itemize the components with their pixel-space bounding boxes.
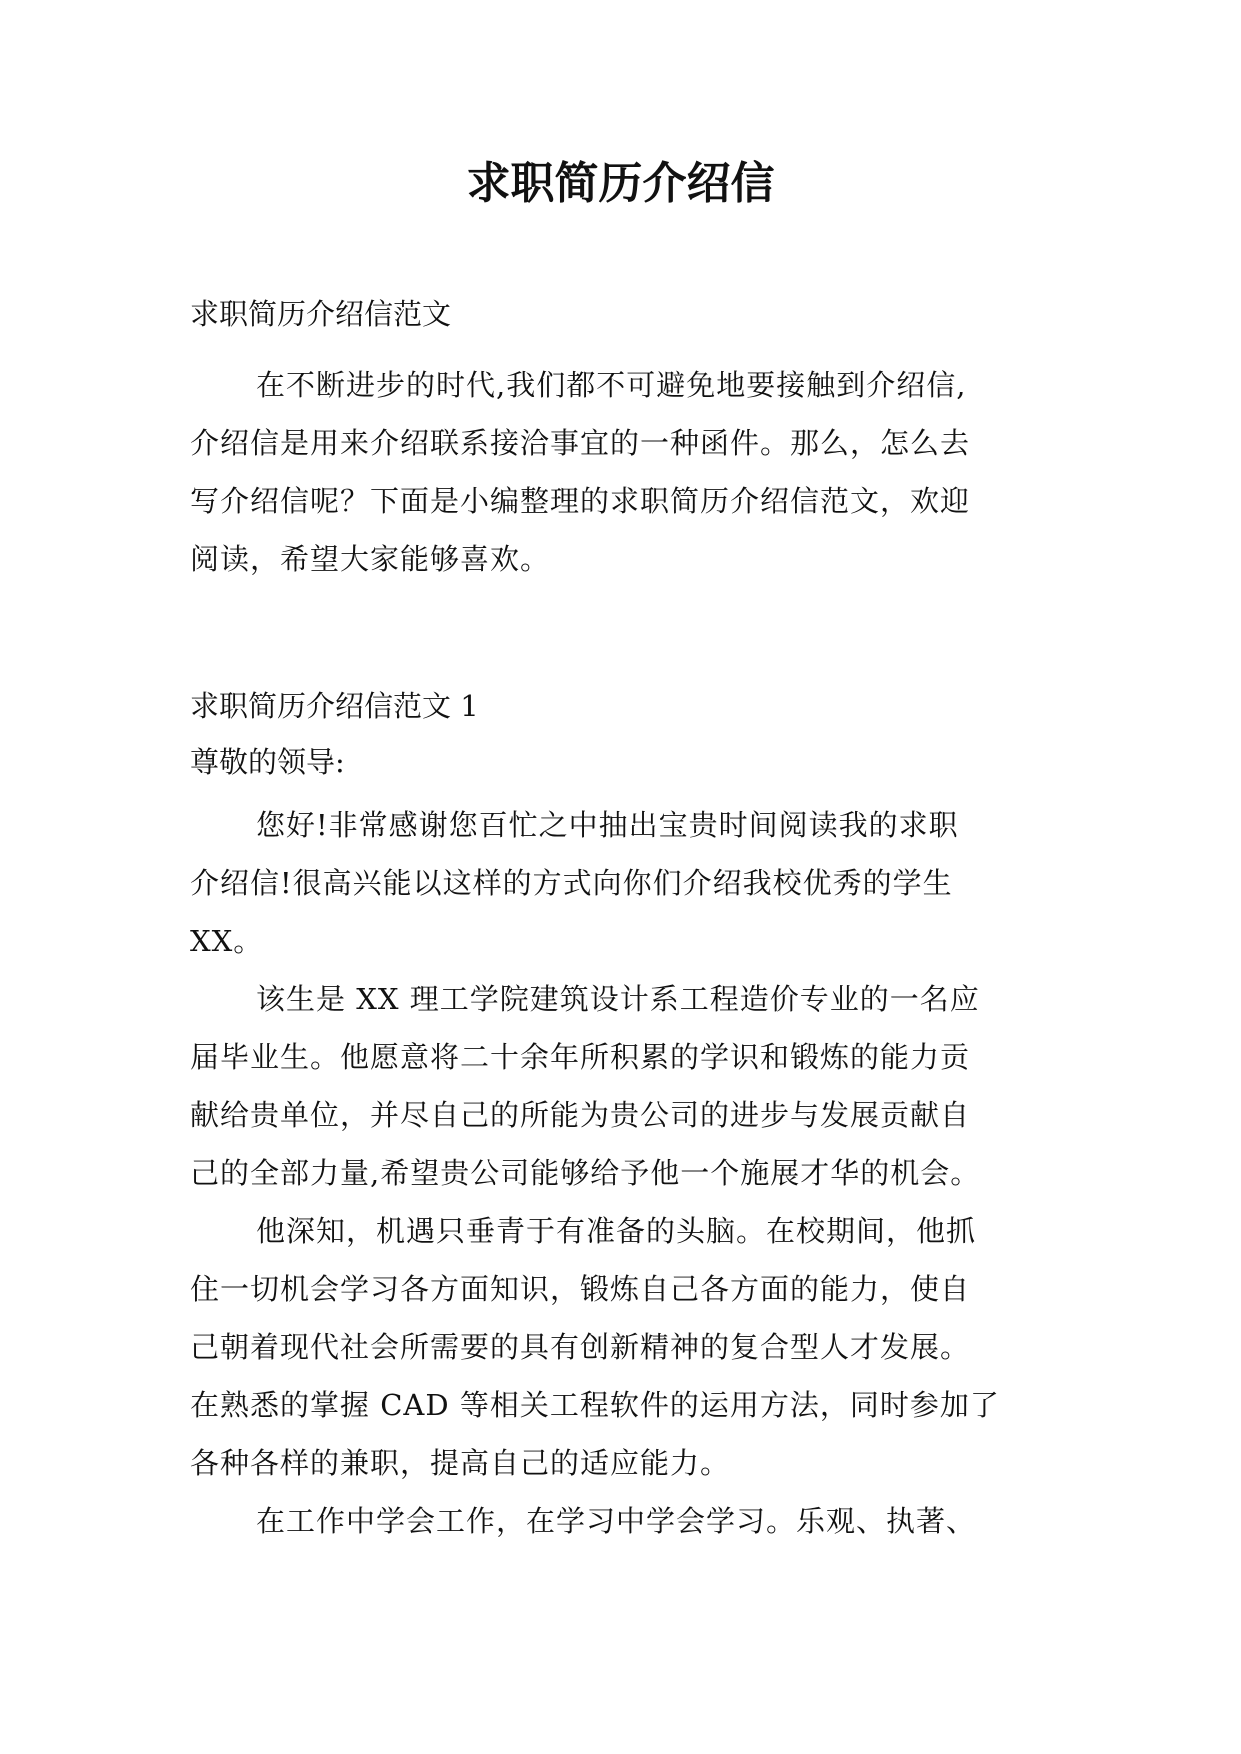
body-line: 己的全部力量,希望贵公司能够给予他一个施展才华的机会。 <box>190 1156 981 1190</box>
body-line: 他深知，机遇只垂青于有准备的头脑。在校期间，他抓 <box>256 1214 977 1248</box>
body-paragraph-1 <box>190 796 1060 970</box>
body-line: 您好!非常感谢您百忙之中抽出宝贵时间阅读我的求职 <box>256 808 959 842</box>
body-paragraph-3 <box>190 1202 1060 1492</box>
body-line: 己朝着现代社会所需要的具有创新精神的复合型人才发展。 <box>190 1330 971 1364</box>
body-line: 献给贵单位，并尽自己的所能为贵公司的进步与发展贡献自 <box>190 1098 971 1132</box>
intro-paragraph <box>190 356 1060 588</box>
document-subtitle: 求职简历介绍信范文 <box>190 297 452 331</box>
body-line: 各种各样的兼职，提高自己的适应能力。 <box>190 1446 731 1480</box>
salutation: 尊敬的领导: <box>190 745 345 779</box>
body-paragraph-2 <box>190 970 1060 1202</box>
intro-line: 写介绍信呢？下面是小编整理的求职简历介绍信范文，欢迎 <box>190 484 971 518</box>
intro-line: 介绍信是用来介绍联系接洽事宜的一种函件。那么，怎么去 <box>190 426 971 460</box>
body-line: 在工作中学会工作，在学习中学会学习。乐观、执著、 <box>256 1504 977 1538</box>
body-paragraph-4 <box>190 1492 1060 1550</box>
body-line: XX。 <box>190 924 264 958</box>
intro-line: 阅读，希望大家能够喜欢。 <box>190 542 551 576</box>
document-title: 求职简历介绍信 <box>466 158 775 209</box>
body-line: 该生是 XX 理工学院建筑设计系工程造价专业的一名应 <box>256 982 980 1016</box>
body-line: 在熟悉的掌握 CAD 等相关工程软件的运用方法，同时参加了 <box>190 1388 1000 1422</box>
section-title: 求职简历介绍信范文 1 <box>190 689 479 723</box>
body-line: 届毕业生。他愿意将二十余年所积累的学识和锻炼的能力贡 <box>190 1040 971 1074</box>
body-line: 住一切机会学习各方面知识，锻炼自己各方面的能力，使自 <box>190 1272 971 1306</box>
intro-line: 在不断进步的时代,我们都不可避免地要接触到介绍信, <box>256 368 967 402</box>
body-line: 介绍信!很高兴能以这样的方式向你们介绍我校优秀的学生 <box>190 866 953 900</box>
